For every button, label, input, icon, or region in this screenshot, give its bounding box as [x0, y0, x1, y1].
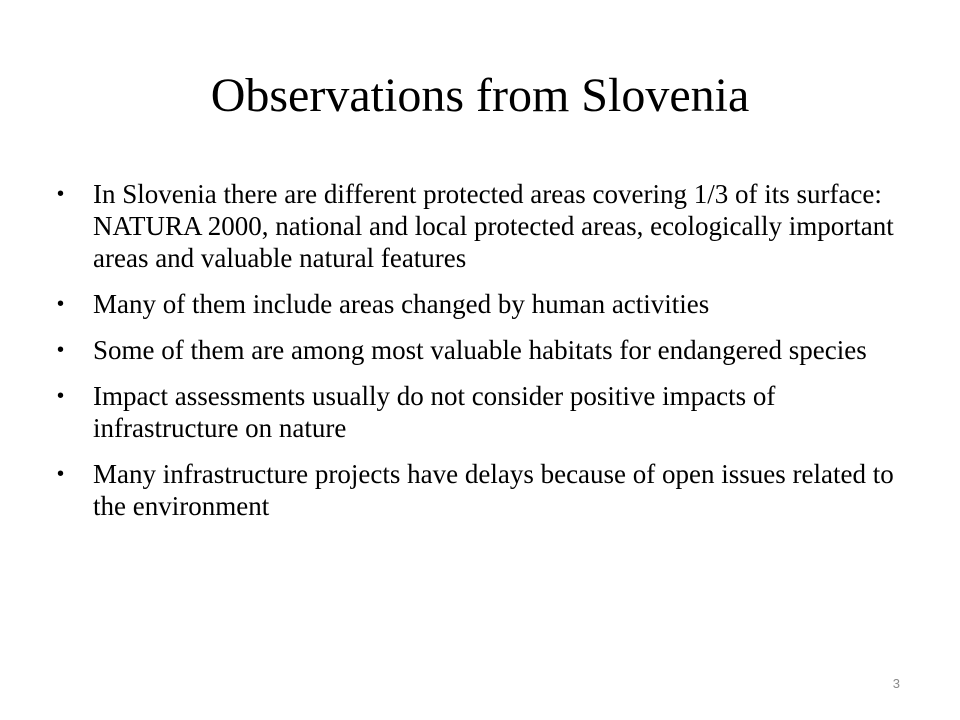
bullet-icon: •	[57, 183, 65, 205]
bullet-icon: •	[57, 463, 65, 485]
slide-title: Observations from Slovenia	[210, 69, 750, 122]
bullet-item	[57, 458, 923, 522]
bullet-icon: •	[57, 339, 65, 361]
bullet-text: Impact assessments usually do not consider positive impacts of infrastructure on nature	[93, 381, 776, 443]
bullet-item	[57, 178, 923, 274]
bullet-text: In Slovenia there are different protected areas covering 1/3 of its surface: NATURA 2000, national and local protected areas, ecologically important areas and valuable natural features	[93, 179, 894, 273]
page-number: 3	[892, 676, 900, 691]
bullet-list	[57, 178, 923, 536]
bullet-text: Some of them are among most valuable habitats for endangered species	[93, 335, 867, 365]
bullet-icon: •	[57, 293, 65, 315]
bullet-icon: •	[57, 385, 65, 407]
bullet-text: Many infrastructure projects have delays because of open issues related to the environment	[93, 459, 894, 521]
bullet-item	[57, 380, 923, 444]
bullet-item	[57, 334, 923, 366]
bullet-item	[57, 288, 923, 320]
bullet-text: Many of them include areas changed by human activities	[93, 289, 710, 319]
